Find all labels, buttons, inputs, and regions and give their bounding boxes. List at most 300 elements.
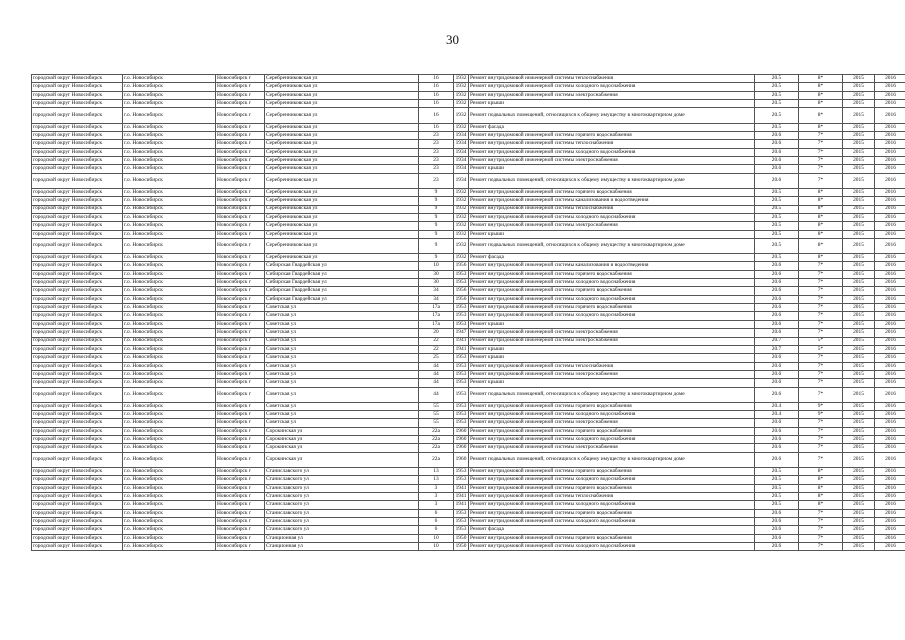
cell-city: Новосибирск г xyxy=(216,131,265,139)
cell-municipality: городской округ Новосибирск xyxy=(32,436,123,444)
cell-street: Советская ул xyxy=(265,354,419,362)
cell-municipality: городской округ Новосибирск xyxy=(32,91,123,99)
table-row xyxy=(32,213,905,221)
cell-rate: 20.6 xyxy=(755,509,799,517)
cell-priority: 8* xyxy=(799,230,843,238)
cell-rate: 20.6 xyxy=(755,534,799,542)
cell-municipality: городской округ Новосибирск xyxy=(32,484,123,492)
cell-city: Новосибирск г xyxy=(216,370,265,378)
cell-settlement-type: г.о. Новосибирск xyxy=(123,83,216,91)
table-row xyxy=(32,468,905,476)
cell-work-type: Ремонт внутридомовой инженерной системы холодного водоснабжения xyxy=(469,312,755,320)
cell-build-year: 1953 xyxy=(454,476,469,484)
cell-municipality: городской округ Новосибирск xyxy=(32,387,123,402)
cell-build-year: 1932 xyxy=(454,238,469,253)
cell-work-type: Ремонт подвальных помещений, относящихся к общему имуществу в многоквартирном доме xyxy=(469,452,755,467)
cell-municipality: городской округ Новосибирск xyxy=(32,287,123,295)
cell-work-type: Ремонт внутридомовой инженерной системы электроснабжения xyxy=(469,156,755,164)
cell-street: Станиславского ул xyxy=(265,501,419,509)
cell-priority: 8* xyxy=(799,123,843,131)
cell-build-year: 1941 xyxy=(454,337,469,345)
cell-street: Серебренниковская ул xyxy=(265,156,419,164)
cell-street: Советская ул xyxy=(265,402,419,410)
cell-year-start: 2015 xyxy=(843,287,875,295)
cell-year-start: 2015 xyxy=(843,370,875,378)
cell-settlement-type: г.о. Новосибирск xyxy=(123,427,216,435)
cell-city: Новосибирск г xyxy=(216,287,265,295)
cell-build-year: 1953 xyxy=(454,362,469,370)
cell-year-start: 2015 xyxy=(843,148,875,156)
cell-year-start: 2015 xyxy=(843,452,875,467)
cell-year-end: 2016 xyxy=(875,444,905,452)
cell-house-number: 22a xyxy=(419,436,454,444)
cell-year-end: 2016 xyxy=(875,526,905,534)
cell-city: Новосибирск г xyxy=(216,518,265,526)
cell-build-year: 1934 xyxy=(454,173,469,188)
cell-rate: 20.6 xyxy=(755,320,799,328)
cell-work-type: Ремонт внутридомовой инженерной системы электроснабжения xyxy=(469,329,755,337)
cell-settlement-type: г.о. Новосибирск xyxy=(123,370,216,378)
cell-year-start: 2015 xyxy=(843,362,875,370)
cell-municipality: городской округ Новосибирск xyxy=(32,379,123,387)
cell-street: Серебренниковская ул xyxy=(265,205,419,213)
cell-year-end: 2016 xyxy=(875,484,905,492)
cell-year-end: 2016 xyxy=(875,345,905,353)
cell-rate: 20.6 xyxy=(755,165,799,173)
cell-year-end: 2016 xyxy=(875,230,905,238)
cell-municipality: городской округ Новосибирск xyxy=(32,427,123,435)
table-row xyxy=(32,312,905,320)
cell-rate: 20.6 xyxy=(755,387,799,402)
cell-rate: 20.6 xyxy=(755,436,799,444)
cell-priority: 7* xyxy=(799,173,843,188)
cell-street: Советская ул xyxy=(265,320,419,328)
cell-priority: 5* xyxy=(799,337,843,345)
cell-house-number: 34 xyxy=(419,295,454,303)
cell-street: Советская ул xyxy=(265,411,419,419)
cell-settlement-type: г.о. Новосибирск xyxy=(123,468,216,476)
cell-street: Станиславского ул xyxy=(265,476,419,484)
cell-year-start: 2015 xyxy=(843,379,875,387)
cell-year-start: 2015 xyxy=(843,354,875,362)
cell-rate: 20.6 xyxy=(755,173,799,188)
cell-priority: 8* xyxy=(799,188,843,196)
cell-house-number: 23 xyxy=(419,173,454,188)
cell-year-start: 2015 xyxy=(843,165,875,173)
cell-year-start: 2015 xyxy=(843,304,875,312)
table-row xyxy=(32,419,905,427)
cell-settlement-type: г.о. Новосибирск xyxy=(123,173,216,188)
cell-build-year: 1953 xyxy=(454,411,469,419)
cell-year-end: 2016 xyxy=(875,387,905,402)
cell-municipality: городской округ Новосибирск xyxy=(32,370,123,378)
cell-house-number: 44 xyxy=(419,362,454,370)
cell-year-start: 2015 xyxy=(843,230,875,238)
cell-priority: 7* xyxy=(799,320,843,328)
cell-rate: 20.6 xyxy=(755,304,799,312)
cell-settlement-type: г.о. Новосибирск xyxy=(123,188,216,196)
cell-year-end: 2016 xyxy=(875,91,905,99)
cell-year-start: 2015 xyxy=(843,337,875,345)
cell-priority: 7* xyxy=(799,444,843,452)
cell-work-type: Ремонт внутридомовой инженерной системы холодного водоснабжения xyxy=(469,279,755,287)
cell-year-end: 2016 xyxy=(875,337,905,345)
cell-work-type: Ремонт крыши xyxy=(469,320,755,328)
cell-street: Серебренниковская ул xyxy=(265,165,419,173)
cell-house-number: 6 xyxy=(419,509,454,517)
table-row xyxy=(32,518,905,526)
cell-rate: 20.5 xyxy=(755,123,799,131)
cell-settlement-type: г.о. Новосибирск xyxy=(123,197,216,205)
cell-house-number: 17a xyxy=(419,320,454,328)
cell-municipality: городской округ Новосибирск xyxy=(32,304,123,312)
cell-street: Серебренниковская ул xyxy=(265,254,419,262)
cell-priority: 7* xyxy=(799,354,843,362)
cell-settlement-type: г.о. Новосибирск xyxy=(123,362,216,370)
cell-year-end: 2016 xyxy=(875,320,905,328)
cell-street: Сибирская Гвардейская ул xyxy=(265,295,419,303)
cell-rate: 20.5 xyxy=(755,468,799,476)
cell-street: Сибирская Гвардейская ул xyxy=(265,279,419,287)
cell-work-type: Ремонт внутридомовой инженерной системы электроснабжения xyxy=(469,222,755,230)
cell-municipality: городской округ Новосибирск xyxy=(32,468,123,476)
cell-priority: 8* xyxy=(799,476,843,484)
cell-city: Новосибирск г xyxy=(216,534,265,542)
cell-house-number: 23 xyxy=(419,140,454,148)
cell-settlement-type: г.о. Новосибирск xyxy=(123,329,216,337)
cell-house-number: 9 xyxy=(419,205,454,213)
cell-priority: 7* xyxy=(799,140,843,148)
cell-rate: 20.6 xyxy=(755,444,799,452)
cell-priority: 7* xyxy=(799,148,843,156)
table-row xyxy=(32,270,905,278)
cell-city: Новосибирск г xyxy=(216,501,265,509)
cell-municipality: городской округ Новосибирск xyxy=(32,123,123,131)
cell-build-year: 1953 xyxy=(454,526,469,534)
cell-year-start: 2015 xyxy=(843,213,875,221)
cell-priority: 8* xyxy=(799,205,843,213)
cell-settlement-type: г.о. Новосибирск xyxy=(123,444,216,452)
cell-year-end: 2016 xyxy=(875,534,905,542)
cell-municipality: городской округ Новосибирск xyxy=(32,148,123,156)
cell-priority: 7* xyxy=(799,329,843,337)
cell-year-start: 2015 xyxy=(843,509,875,517)
cell-priority: 7* xyxy=(799,526,843,534)
cell-priority: 7* xyxy=(799,262,843,270)
cell-priority: 8* xyxy=(799,484,843,492)
table-row xyxy=(32,402,905,410)
cell-year-start: 2015 xyxy=(843,108,875,123)
table-row xyxy=(32,156,905,164)
cell-settlement-type: г.о. Новосибирск xyxy=(123,379,216,387)
cell-city: Новосибирск г xyxy=(216,436,265,444)
cell-settlement-type: г.о. Новосибирск xyxy=(123,493,216,501)
cell-build-year: 1934 xyxy=(454,131,469,139)
cell-work-type: Ремонт внутридомовой инженерной системы горячего водоснабжения xyxy=(469,534,755,542)
cell-city: Новосибирск г xyxy=(216,173,265,188)
cell-street: Серебренниковская ул xyxy=(265,123,419,131)
cell-priority: 8* xyxy=(799,83,843,91)
cell-priority: 5* xyxy=(799,345,843,353)
cell-rate: 20.5 xyxy=(755,188,799,196)
table-row xyxy=(32,493,905,501)
cell-year-start: 2015 xyxy=(843,279,875,287)
cell-house-number: 9 xyxy=(419,222,454,230)
cell-house-number: 55 xyxy=(419,411,454,419)
cell-year-end: 2016 xyxy=(875,543,905,551)
table-row xyxy=(32,188,905,196)
cell-build-year: 1953 xyxy=(454,320,469,328)
cell-municipality: городской округ Новосибирск xyxy=(32,337,123,345)
cell-priority: 7* xyxy=(799,509,843,517)
cell-priority: 7* xyxy=(799,518,843,526)
cell-municipality: городской округ Новосибирск xyxy=(32,230,123,238)
cell-year-end: 2016 xyxy=(875,518,905,526)
cell-priority: 8* xyxy=(799,493,843,501)
cell-priority: 9* xyxy=(799,411,843,419)
cell-city: Новосибирск г xyxy=(216,427,265,435)
cell-work-type: Ремонт крыши xyxy=(469,230,755,238)
cell-municipality: городской округ Новосибирск xyxy=(32,108,123,123)
cell-priority: 7* xyxy=(799,131,843,139)
cell-house-number: 9 xyxy=(419,238,454,253)
cell-street: Станиславского ул xyxy=(265,518,419,526)
cell-city: Новосибирск г xyxy=(216,337,265,345)
table-row xyxy=(32,205,905,213)
cell-settlement-type: г.о. Новосибирск xyxy=(123,295,216,303)
cell-work-type: Ремонт внутридомовой инженерной системы электроснабжения xyxy=(469,91,755,99)
cell-settlement-type: г.о. Новосибирск xyxy=(123,509,216,517)
cell-rate: 20.5 xyxy=(755,197,799,205)
cell-year-end: 2016 xyxy=(875,173,905,188)
cell-municipality: городской округ Новосибирск xyxy=(32,165,123,173)
cell-year-end: 2016 xyxy=(875,295,905,303)
cell-street: Сибирская Гвардейская ул xyxy=(265,262,419,270)
cell-work-type: Ремонт внутридомовой инженерной системы холодного водоснабжения xyxy=(469,476,755,484)
cell-rate: 20.5 xyxy=(755,484,799,492)
cell-municipality: городской округ Новосибирск xyxy=(32,320,123,328)
cell-house-number: 30 xyxy=(419,270,454,278)
cell-city: Новосибирск г xyxy=(216,254,265,262)
cell-year-end: 2016 xyxy=(875,205,905,213)
cell-rate: 20.6 xyxy=(755,427,799,435)
cell-build-year: 1956 xyxy=(454,295,469,303)
cell-work-type: Ремонт внутридомовой инженерной системы горячего водоснабжения xyxy=(469,270,755,278)
cell-street: Станционная ул xyxy=(265,543,419,551)
cell-build-year: 1953 xyxy=(454,518,469,526)
cell-year-start: 2015 xyxy=(843,295,875,303)
cell-build-year: 1934 xyxy=(454,148,469,156)
cell-settlement-type: г.о. Новосибирск xyxy=(123,123,216,131)
cell-city: Новосибирск г xyxy=(216,444,265,452)
cell-year-start: 2015 xyxy=(843,387,875,402)
table-row xyxy=(32,452,905,467)
cell-city: Новосибирск г xyxy=(216,222,265,230)
cell-year-start: 2015 xyxy=(843,197,875,205)
cell-priority: 7* xyxy=(799,370,843,378)
cell-priority: 8* xyxy=(799,75,843,83)
cell-year-end: 2016 xyxy=(875,501,905,509)
cell-street: Сорокинская ул xyxy=(265,452,419,467)
cell-priority: 7* xyxy=(799,534,843,542)
cell-work-type: Ремонт внутридомовой инженерной системы теплоснабжения xyxy=(469,493,755,501)
cell-year-start: 2015 xyxy=(843,91,875,99)
cell-settlement-type: г.о. Новосибирск xyxy=(123,411,216,419)
cell-house-number: 22 xyxy=(419,345,454,353)
cell-year-end: 2016 xyxy=(875,140,905,148)
cell-rate: 20.6 xyxy=(755,287,799,295)
cell-municipality: городской округ Новосибирск xyxy=(32,411,123,419)
cell-year-end: 2016 xyxy=(875,197,905,205)
cell-rate: 20.6 xyxy=(755,526,799,534)
table-row xyxy=(32,411,905,419)
cell-year-end: 2016 xyxy=(875,509,905,517)
cell-settlement-type: г.о. Новосибирск xyxy=(123,131,216,139)
cell-build-year: 1932 xyxy=(454,230,469,238)
cell-year-end: 2016 xyxy=(875,213,905,221)
cell-municipality: городской округ Новосибирск xyxy=(32,518,123,526)
cell-settlement-type: г.о. Новосибирск xyxy=(123,222,216,230)
cell-municipality: городской округ Новосибирск xyxy=(32,345,123,353)
cell-settlement-type: г.о. Новосибирск xyxy=(123,108,216,123)
cell-work-type: Ремонт фасада xyxy=(469,526,755,534)
cell-build-year: 1956 xyxy=(454,287,469,295)
cell-year-end: 2016 xyxy=(875,427,905,435)
cell-year-start: 2015 xyxy=(843,270,875,278)
cell-work-type: Ремонт внутридомовой инженерной системы горячего водоснабжения xyxy=(469,287,755,295)
cell-work-type: Ремонт подвальных помещений, относящихся к общему имуществу в многоквартирном доме xyxy=(469,173,755,188)
cell-rate: 20.6 xyxy=(755,156,799,164)
cell-city: Новосибирск г xyxy=(216,411,265,419)
cell-year-start: 2015 xyxy=(843,312,875,320)
cell-priority: 7* xyxy=(799,362,843,370)
cell-street: Серебренниковская ул xyxy=(265,173,419,188)
cell-street: Серебренниковская ул xyxy=(265,197,419,205)
cell-build-year: 1960 xyxy=(454,427,469,435)
cell-build-year: 1953 xyxy=(454,304,469,312)
cell-settlement-type: г.о. Новосибирск xyxy=(123,320,216,328)
table-row xyxy=(32,295,905,303)
cell-rate: 20.7 xyxy=(755,345,799,353)
cell-rate: 20.5 xyxy=(755,238,799,253)
cell-year-start: 2015 xyxy=(843,484,875,492)
table-row xyxy=(32,534,905,542)
cell-city: Новосибирск г xyxy=(216,156,265,164)
cell-year-start: 2015 xyxy=(843,100,875,108)
cell-work-type: Ремонт фасада xyxy=(469,123,755,131)
cell-house-number: 20 xyxy=(419,329,454,337)
cell-work-type: Ремонт внутридомовой инженерной системы канализования и водоотведения xyxy=(469,262,755,270)
table-row xyxy=(32,140,905,148)
cell-street: Серебренниковская ул xyxy=(265,222,419,230)
table-row xyxy=(32,100,905,108)
cell-priority: 7* xyxy=(799,279,843,287)
cell-rate: 20.5 xyxy=(755,493,799,501)
cell-house-number: 44 xyxy=(419,379,454,387)
cell-city: Новосибирск г xyxy=(216,509,265,517)
cell-work-type: Ремонт внутридомовой инженерной системы холодного водоснабжения xyxy=(469,213,755,221)
cell-year-end: 2016 xyxy=(875,108,905,123)
cell-settlement-type: г.о. Новосибирск xyxy=(123,419,216,427)
cell-build-year: 1932 xyxy=(454,91,469,99)
cell-street: Серебренниковская ул xyxy=(265,75,419,83)
cell-year-start: 2015 xyxy=(843,262,875,270)
cell-priority: 8* xyxy=(799,197,843,205)
cell-municipality: городской округ Новосибирск xyxy=(32,270,123,278)
cell-city: Новосибирск г xyxy=(216,83,265,91)
table-row xyxy=(32,304,905,312)
cell-house-number: 10 xyxy=(419,262,454,270)
cell-rate: 20.5 xyxy=(755,75,799,83)
cell-priority: 8* xyxy=(799,100,843,108)
cell-city: Новосибирск г xyxy=(216,476,265,484)
cell-rate: 20.6 xyxy=(755,329,799,337)
capital-repair-table xyxy=(31,74,905,551)
cell-build-year: 1932 xyxy=(454,100,469,108)
cell-municipality: городской округ Новосибирск xyxy=(32,173,123,188)
cell-year-end: 2016 xyxy=(875,304,905,312)
cell-city: Новосибирск г xyxy=(216,526,265,534)
cell-build-year: 1941 xyxy=(454,501,469,509)
cell-settlement-type: г.о. Новосибирск xyxy=(123,436,216,444)
cell-municipality: городской округ Новосибирск xyxy=(32,526,123,534)
cell-city: Новосибирск г xyxy=(216,419,265,427)
cell-work-type: Ремонт внутридомовой инженерной системы горячего водоснабжения xyxy=(469,484,755,492)
cell-city: Новосибирск г xyxy=(216,312,265,320)
cell-house-number: 3 xyxy=(419,484,454,492)
cell-priority: 8* xyxy=(799,254,843,262)
cell-year-end: 2016 xyxy=(875,370,905,378)
table-row xyxy=(32,254,905,262)
cell-settlement-type: г.о. Новосибирск xyxy=(123,75,216,83)
cell-year-start: 2015 xyxy=(843,534,875,542)
cell-priority: 7* xyxy=(799,436,843,444)
cell-priority: 7* xyxy=(799,379,843,387)
cell-house-number: 22a xyxy=(419,452,454,467)
cell-house-number: 22 xyxy=(419,337,454,345)
cell-house-number: 6 xyxy=(419,526,454,534)
table-row xyxy=(32,370,905,378)
cell-municipality: городской округ Новосибирск xyxy=(32,476,123,484)
cell-year-start: 2015 xyxy=(843,222,875,230)
table-row xyxy=(32,279,905,287)
table-row xyxy=(32,91,905,99)
cell-work-type: Ремонт внутридомовой инженерной системы горячего водоснабжения xyxy=(469,188,755,196)
cell-street: Станиславского ул xyxy=(265,509,419,517)
cell-priority: 8* xyxy=(799,501,843,509)
cell-build-year: 1953 xyxy=(454,354,469,362)
table-row xyxy=(32,262,905,270)
table-row xyxy=(32,230,905,238)
cell-municipality: городской округ Новосибирск xyxy=(32,238,123,253)
table-row xyxy=(32,108,905,123)
cell-house-number: 16 xyxy=(419,108,454,123)
cell-settlement-type: г.о. Новосибирск xyxy=(123,312,216,320)
cell-rate: 20.6 xyxy=(755,452,799,467)
cell-settlement-type: г.о. Новосибирск xyxy=(123,387,216,402)
cell-year-start: 2015 xyxy=(843,419,875,427)
cell-build-year: 1953 xyxy=(454,402,469,410)
cell-priority: 9* xyxy=(799,402,843,410)
cell-house-number: 34 xyxy=(419,287,454,295)
cell-city: Новосибирск г xyxy=(216,493,265,501)
cell-city: Новосибирск г xyxy=(216,75,265,83)
cell-settlement-type: г.о. Новосибирск xyxy=(123,337,216,345)
cell-house-number: 44 xyxy=(419,387,454,402)
cell-municipality: городской округ Новосибирск xyxy=(32,213,123,221)
cell-street: Серебренниковская ул xyxy=(265,108,419,123)
cell-city: Новосибирск г xyxy=(216,197,265,205)
